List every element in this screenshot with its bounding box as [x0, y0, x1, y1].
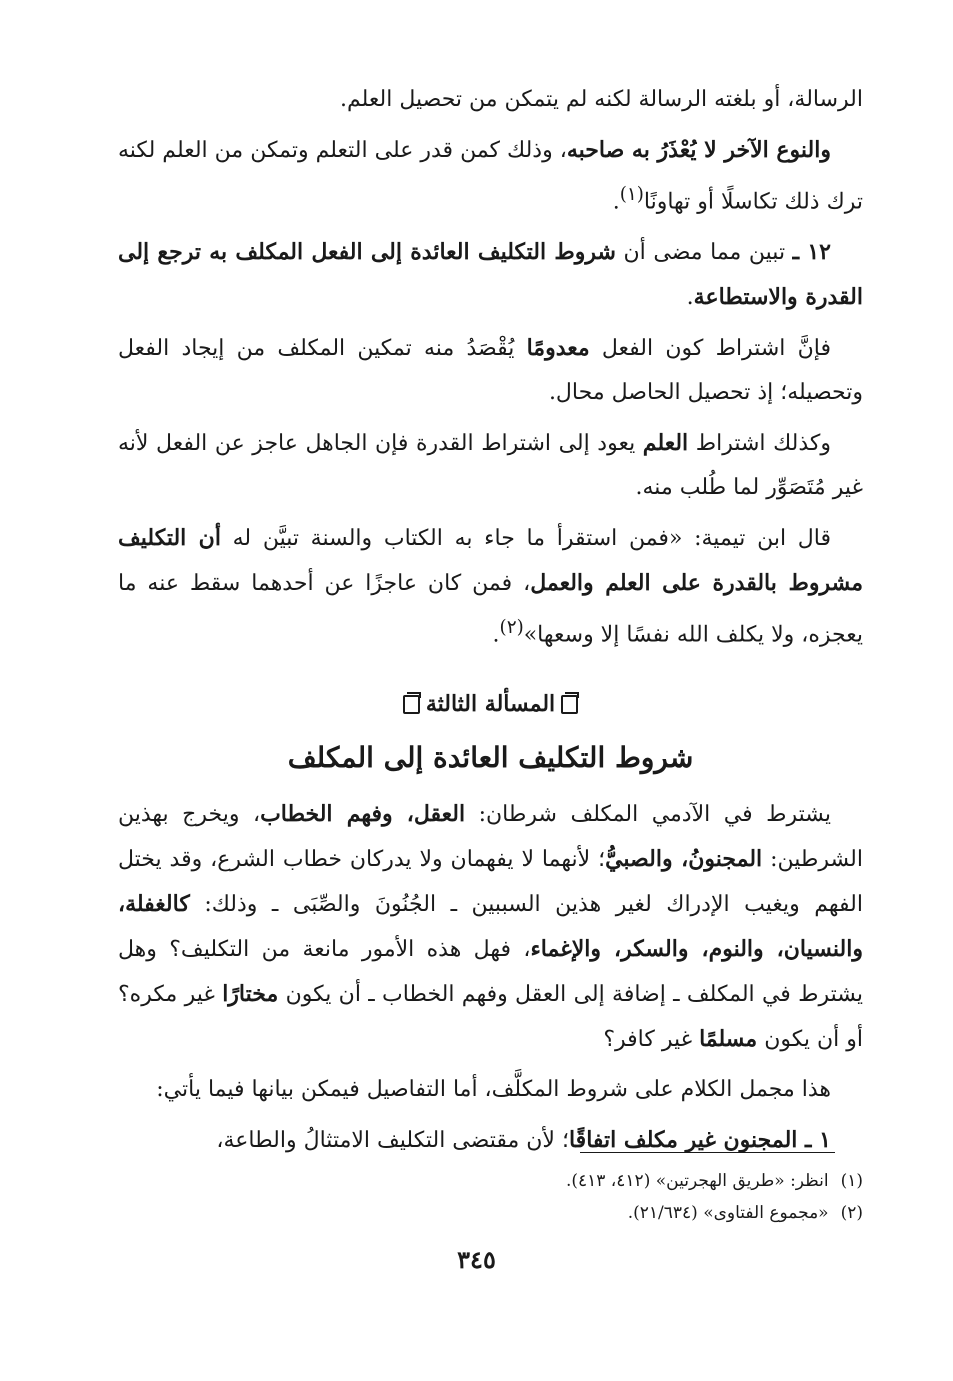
paragraph-6: [118, 516, 863, 657]
footnote-number: (١): [840, 1171, 863, 1191]
paragraph-2: [118, 128, 863, 224]
paragraph-text: غير كافر؟: [603, 1026, 700, 1052]
paragraph-text: غير مكره؟ أو أن يكون: [118, 981, 863, 1052]
paragraph-9: [118, 1118, 863, 1163]
paragraph-text: يُقْصَدُ منه تمكين المكلف من إيجاد الفعل وتحصيله؛ إذ تحصيل الحاصل محال.: [118, 336, 863, 406]
paragraph-text: يشترط في الآدمي المكلف شرطان:: [465, 801, 831, 827]
bold-phrase: العلم: [642, 430, 689, 457]
section-label: [118, 684, 863, 724]
paragraph-text: .: [612, 189, 620, 215]
footnote-text: «مجموع الفتاوى» (٢١/٦٣٤).: [627, 1203, 829, 1223]
footnote-divider: [580, 1152, 835, 1153]
box-ornament-icon: [403, 695, 420, 714]
paragraph-text: الرسالة، أو بلغته الرسالة لكنه لم يتمكن من تحصيل العلم.: [340, 87, 863, 112]
paragraph-text: هذا مجمل الكلام على شروط المكلَّف، أما التفاصيل فيمكن بيانها فيما يأتي:: [156, 1076, 831, 1102]
paragraph-text: ، فمن كان عاجزًا عن أحدهما سقط عنه ما يعجزه، ولا يكلف الله نفسًا إلا وسعها»: [118, 571, 863, 648]
page-body: [118, 78, 863, 1169]
paragraph-text: ، ويخرج بهذين الشرطين:: [118, 801, 863, 872]
bold-phrase: العقل، وفهم الخطاب: [260, 800, 466, 827]
footnote-ref-2[interactable]: (٢): [499, 617, 524, 639]
paragraph-3: [118, 230, 863, 320]
paragraph-text: ، وذلك كمن قدر على التعلم وتمكن من العلم لكنه ترك ذلك تكاسلًا أو تهاونًا: [118, 138, 863, 215]
paragraph-text: ؛ لأن مقتضى التكليف الامتثالُ والطاعة،: [216, 1127, 569, 1153]
footnote-1: [118, 1165, 863, 1197]
paragraph-text: يعود إلى اشتراط القدرة فإن الجاهل عاجز عن الفعل لأنه غير مُتَصَوِّر لما طُلب منه.: [118, 431, 863, 501]
paragraph-text: قال ابن تيمية: «فمن استقرأ ما جاء به الكتاب والسنة تبيَّن له: [220, 526, 831, 552]
paragraph-number: ١٢ ـ: [792, 239, 831, 266]
footnote-text: انظر: «طريق الهجرتين» (٤١٢، ٤١٣).: [565, 1171, 829, 1191]
paragraph-1: [118, 78, 863, 122]
paragraph-text: فإنَّ اشتراط كون الفعل: [589, 336, 831, 362]
bold-phrase: أن التكليف مشروط بالقدرة على العلم والعمل: [118, 525, 863, 597]
paragraph-text: .: [492, 622, 500, 648]
footnote-2: [118, 1197, 863, 1229]
bold-phrase: شروط التكليف العائدة إلى الفعل المكلف به ترجع إلى القدرة والاستطاعة: [118, 239, 863, 311]
paragraph-text: وكذلك اشتراط: [688, 431, 831, 457]
paragraph-8: [118, 1068, 863, 1112]
page-number: ٣٤٥: [457, 1245, 496, 1274]
paragraph-text: ، فهل هذه الأمور مانعة من التكليف؟ وهل يشترط في المكلف ـ إضافة إلى العقل وفهم الخطاب ـ أن يكون: [118, 936, 863, 1007]
bold-phrase: مسلمًا: [699, 1025, 758, 1052]
section-title: شروط التكليف العائدة إلى المكلف: [287, 740, 694, 774]
bold-phrase: مختارًا: [222, 980, 279, 1007]
footnotes: [118, 1165, 863, 1229]
box-ornament-icon: [561, 695, 578, 714]
paragraph-text: ؛ لأنهما لا يفهمان ولا يدركان خطاب الشرع، وقد يختل الفهم ويغيب الإدراك لغير هذين السببين ـ الجُنُونَ والصِّبَى ـ وذلك:: [118, 846, 863, 917]
bold-phrase: معدومًا: [526, 335, 590, 362]
paragraph-text: .: [686, 285, 694, 311]
paragraph-text: تبين مما مضى أن: [615, 240, 793, 266]
footnote-number: (٢): [840, 1203, 863, 1223]
paragraph-5: [118, 421, 863, 510]
bold-phrase: كالغفلة، والنسيان، والنوم، والسكر، والإغماء: [118, 890, 863, 962]
footnote-ref-1[interactable]: (١): [619, 184, 644, 205]
paragraph-7: [118, 792, 863, 1062]
paragraph-4: [118, 326, 863, 415]
bold-phrase: ١ ـ المجنون غير مكلف اتفاقًا: [568, 1126, 831, 1153]
section-label-text: المسألة الثالثة: [425, 690, 556, 717]
bold-phrase: والنوع الآخر لا يُعْذَرُ به صاحبه: [566, 137, 831, 163]
bold-phrase: المجنونُ، والصبيُّ: [605, 845, 763, 872]
